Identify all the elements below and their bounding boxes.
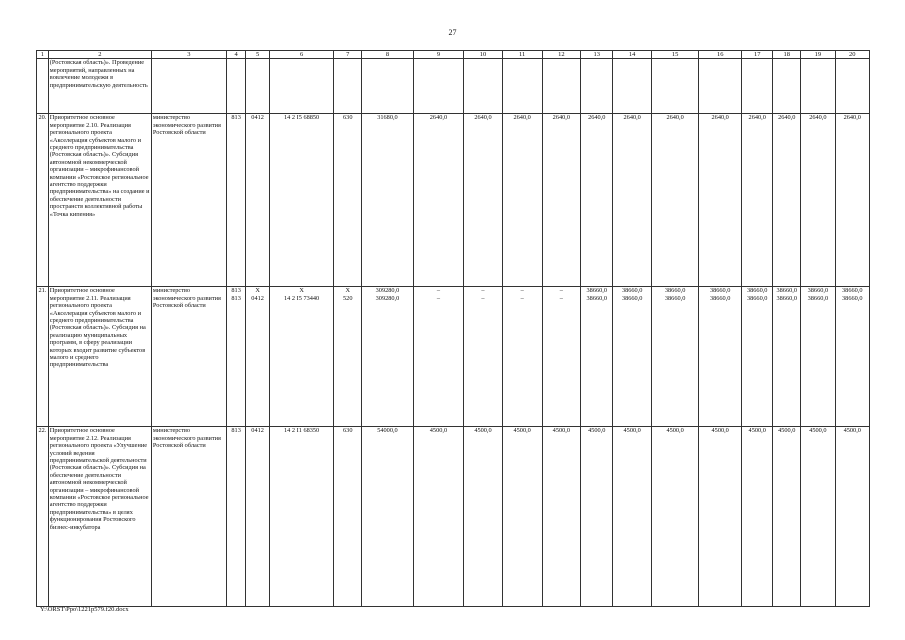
column-number-10: 10 [464, 51, 503, 59]
value-cell-col-13 [581, 114, 613, 287]
value: 38660,0 [842, 294, 863, 302]
row-number: 21. [37, 287, 49, 427]
value: 38660,0 [709, 287, 731, 295]
row-number: 22. [37, 427, 49, 607]
value: 2640,0 [552, 114, 570, 122]
continuation-row [37, 59, 870, 114]
value: 14 2 I5 68850 [284, 114, 320, 122]
value: 38660,0 [746, 294, 768, 302]
value: 38660,0 [621, 294, 643, 302]
value: 0412 [251, 294, 264, 302]
value: 4500,0 [552, 427, 570, 435]
measure-description: Приоритетное основное мероприятие 2.11. Реализация регионального проекта «Акселерация субъектов малого и среднего предпринимательства (Ростовская область)». Субсидия на реализацию муниципальных программ, в сферу реализации которых входит развитие субъектов малого и среднего предпринимательства [48, 287, 151, 427]
value: 38660,0 [807, 294, 829, 302]
value-cell-col-10 [464, 114, 503, 287]
value: 4500,0 [666, 427, 684, 435]
column-number-8: 8 [362, 51, 414, 59]
value-cell-col-8 [362, 114, 414, 287]
value-cell-col-16 [699, 114, 742, 287]
value: 813 [231, 114, 241, 122]
value: 309280,0 [375, 294, 400, 302]
value-cell-col-7 [334, 427, 362, 607]
value-cell-col-12 [542, 427, 581, 607]
executor: министерство экономического развития Ростовской области [151, 287, 226, 427]
column-number-15: 15 [652, 51, 699, 59]
column-number-3: 3 [151, 51, 226, 59]
value: 38660,0 [586, 287, 607, 295]
value: 54000,0 [377, 427, 398, 435]
value: 38660,0 [842, 287, 863, 295]
value: 14 2 I5 73440 [284, 294, 320, 302]
column-number-9: 9 [413, 51, 463, 59]
row-number: 20. [37, 114, 49, 287]
value: 813 [231, 294, 241, 302]
value-cell-col-9 [413, 427, 463, 607]
value: 2640,0 [778, 114, 796, 122]
value-cell-col-20 [835, 427, 869, 607]
value-cell-col-9 [413, 287, 463, 427]
value: 4500,0 [588, 427, 606, 435]
value: 2640,0 [429, 114, 448, 122]
value: – [520, 294, 524, 302]
value-cell-col-5 [246, 114, 270, 287]
value: 2640,0 [843, 114, 861, 122]
executor: министерство экономического развития Ростовской области [151, 427, 226, 607]
value-cell-col-12 [542, 287, 581, 427]
column-number-11: 11 [502, 51, 542, 59]
column-number-7: 7 [334, 51, 362, 59]
value: – [559, 294, 563, 302]
value-cell-col-11 [502, 114, 542, 287]
page-number: 27 [448, 28, 457, 37]
value-cell-col-9 [413, 114, 463, 287]
value-cell-col-19 [801, 427, 835, 607]
value: 38660,0 [776, 287, 797, 295]
value-cell-col-13 [581, 287, 613, 427]
value: Х [255, 287, 260, 295]
value-cell-col-5 [246, 427, 270, 607]
value-cell-col-6 [269, 114, 333, 287]
value-cell-col-14 [613, 114, 652, 287]
value-cell-col-10 [464, 287, 503, 427]
value: 38660,0 [776, 294, 797, 302]
value-cell-col-18 [773, 287, 801, 427]
header-row [37, 51, 870, 59]
column-number-17: 17 [742, 51, 773, 59]
column-number-16: 16 [699, 51, 742, 59]
value: 520 [343, 294, 353, 302]
value-cell-col-14 [613, 287, 652, 427]
value-cell-col-18 [773, 114, 801, 287]
value-cell-col-17 [742, 427, 773, 607]
value: 630 [343, 427, 353, 435]
value: 4500,0 [748, 427, 766, 435]
value: 813 [231, 427, 241, 435]
continuation-description: (Ростовская область)». Проведение мероприятий, направленных на вовлечение молодежи в предпринимательскую деятельность [48, 59, 151, 114]
value: 38660,0 [664, 294, 686, 302]
column-number-6: 6 [269, 51, 333, 59]
column-number-14: 14 [613, 51, 652, 59]
value-cell-col-7 [334, 287, 362, 427]
value-cell-col-4 [226, 114, 245, 287]
executor: министерство экономического развития Ростовской области [151, 114, 226, 287]
value: 4500,0 [809, 427, 827, 435]
value-cell-col-15 [652, 114, 699, 287]
value: 2640,0 [711, 114, 729, 122]
value-cell-col-7 [334, 114, 362, 287]
value-cell-col-14 [613, 427, 652, 607]
value: 38660,0 [709, 294, 731, 302]
value-cell-col-11 [502, 427, 542, 607]
column-number-2: 2 [48, 51, 151, 59]
value-cell-col-19 [801, 114, 835, 287]
file-path-footer: Y:\ORST\Ppo\1221p579.f20.docx [40, 606, 129, 613]
column-number-5: 5 [246, 51, 270, 59]
value-cell-col-15 [652, 427, 699, 607]
table-row [37, 287, 870, 427]
value: 2640,0 [588, 114, 606, 122]
value: 38660,0 [586, 294, 607, 302]
value-cell-col-5 [246, 287, 270, 427]
column-number-1: 1 [37, 51, 49, 59]
value: 38660,0 [664, 287, 686, 295]
column-number-19: 19 [801, 51, 835, 59]
value-cell-col-8 [362, 427, 414, 607]
value: – [520, 287, 524, 295]
value: 4500,0 [429, 427, 448, 435]
value-cell-col-20 [835, 287, 869, 427]
value: 0412 [251, 114, 264, 122]
column-number-4: 4 [226, 51, 245, 59]
column-number-18: 18 [773, 51, 801, 59]
value-cell-col-17 [742, 287, 773, 427]
value: – [436, 287, 441, 295]
value: 4500,0 [513, 427, 531, 435]
column-number-20: 20 [835, 51, 869, 59]
value-cell-col-6 [269, 427, 333, 607]
value: Х [299, 287, 304, 295]
value-cell-col-4 [226, 287, 245, 427]
value-cell-col-4 [226, 427, 245, 607]
column-number-13: 13 [581, 51, 613, 59]
value: 4500,0 [711, 427, 729, 435]
value-cell-col-8 [362, 287, 414, 427]
value-cell-col-10 [464, 427, 503, 607]
value: 38660,0 [621, 287, 643, 295]
value: 31680,0 [377, 114, 398, 122]
value-cell-col-16 [699, 427, 742, 607]
value: – [481, 294, 485, 302]
value: 2640,0 [474, 114, 492, 122]
value-cell-col-12 [542, 114, 581, 287]
value: 630 [343, 114, 353, 122]
value: 4500,0 [474, 427, 492, 435]
value: 4500,0 [843, 427, 861, 435]
value: 38660,0 [746, 287, 768, 295]
value: 2640,0 [748, 114, 766, 122]
value: 0412 [251, 427, 264, 435]
value: 38660,0 [807, 287, 829, 295]
value: 813 [231, 287, 241, 295]
value: 4500,0 [778, 427, 796, 435]
value-cell-col-15 [652, 287, 699, 427]
value-cell-col-19 [801, 287, 835, 427]
value: 309280,0 [375, 287, 400, 295]
measure-description: Приоритетное основное мероприятие 2.12. Реализация регионального проекта «Улучшение условий ведения предпринимательской деятельности (Ростовская область)». Субсидия на обеспечение деятельности автономной некоммерческой организации – микрофинансовой компании «Ростовское региональное агентство поддержки предпринимательства» в целях функционирования Ростовского бизнес-инкубатора [48, 427, 151, 607]
value-cell-col-11 [502, 287, 542, 427]
value: 2640,0 [666, 114, 684, 122]
value: Х [345, 287, 351, 295]
value: – [436, 294, 441, 302]
value: 14 2 I1 68350 [284, 427, 320, 435]
value-cell-col-16 [699, 287, 742, 427]
value: 2640,0 [513, 114, 531, 122]
value-cell-col-6 [269, 287, 333, 427]
value: – [559, 287, 563, 295]
measure-description: Приоритетное основное мероприятие 2.10. Реализация регионального проекта «Акселерация субъектов малого и среднего предпринимательства (Ростовская область)». Субсидия автономной некоммерческой организации – микрофинансовой компании «Ростовское региональное агентство поддержки предпринимательства» на создание и обеспечение деятельности пространств коллективной работы «Точка кипения» [48, 114, 151, 287]
value-cell-col-13 [581, 427, 613, 607]
value: – [481, 287, 485, 295]
value-cell-col-17 [742, 114, 773, 287]
table-row [37, 114, 870, 287]
column-number-12: 12 [542, 51, 581, 59]
value: 2640,0 [623, 114, 641, 122]
value-cell-col-20 [835, 114, 869, 287]
value: 4500,0 [623, 427, 641, 435]
value: 2640,0 [809, 114, 827, 122]
table-row [37, 427, 870, 607]
budget-table [36, 50, 870, 607]
value-cell-col-18 [773, 427, 801, 607]
